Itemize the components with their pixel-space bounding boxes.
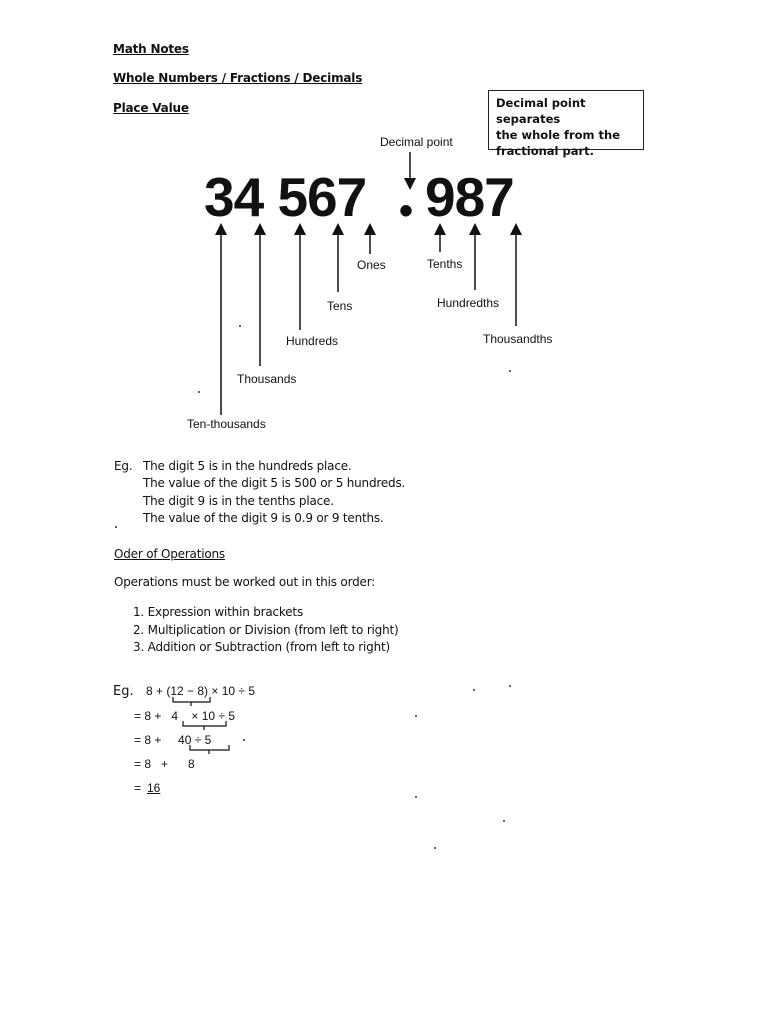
operation-step: 2. Multiplication or Division (from left to right) <box>133 623 399 637</box>
note-line: fractional part. <box>496 144 595 158</box>
operation-step: 3. Addition or Subtraction (from left to right) <box>133 640 390 654</box>
example2-answer: 16 <box>147 781 161 795</box>
label-tenths: Tenths <box>427 257 463 271</box>
example2-line: 8 + (12 − 8) × 10 ÷ 5 <box>146 684 255 698</box>
label-hundredths: Hundredths <box>437 296 500 310</box>
example1-line: The digit 5 is in the hundreds place. <box>143 459 352 473</box>
decimal-dot: • <box>399 189 413 233</box>
label-ones: Ones <box>357 258 386 272</box>
label-thousandths: Thousandths <box>483 332 553 346</box>
label-tens: Tens <box>327 299 353 313</box>
number-fraction-part: 987 <box>425 166 514 228</box>
operations-intro: Operations must be worked out in this order: <box>114 575 376 589</box>
example1-line: The value of the digit 9 is 0.9 or 9 tenths. <box>143 511 384 525</box>
page-title: Math Notes <box>113 42 189 56</box>
example2-line: = 8 + 8 <box>134 757 195 771</box>
number-whole-part: 34 567 <box>204 166 367 228</box>
label-ten-thousands: Ten-thousands <box>187 417 266 431</box>
label-hundreds: Hundreds <box>286 334 339 348</box>
operation-step: 1. Expression within brackets <box>133 605 303 619</box>
example2-line: = 8 + 40 ÷ 5 <box>134 733 212 747</box>
example1-line: The digit 9 is in the tenths place. <box>143 494 334 508</box>
label-thousands: Thousands <box>237 372 297 386</box>
section-place-value: Place Value <box>113 101 189 115</box>
decimal-point-label: Decimal point <box>380 135 453 149</box>
note-line: Decimal point separates <box>496 96 586 126</box>
example2-prefix: Eg. <box>113 684 134 699</box>
note-line: the whole from the <box>496 128 620 142</box>
page-subtitle: Whole Numbers / Fractions / Decimals <box>113 71 363 85</box>
example2-answer-eq: = <box>134 781 142 795</box>
section-order-of-operations: Oder of Operations <box>114 547 225 561</box>
example2-line: = 8 + 4 × 10 ÷ 5 <box>134 709 235 723</box>
example1-prefix: Eg. <box>114 459 133 473</box>
example1-line: The value of the digit 5 is 500 or 5 hundreds. <box>143 476 406 490</box>
